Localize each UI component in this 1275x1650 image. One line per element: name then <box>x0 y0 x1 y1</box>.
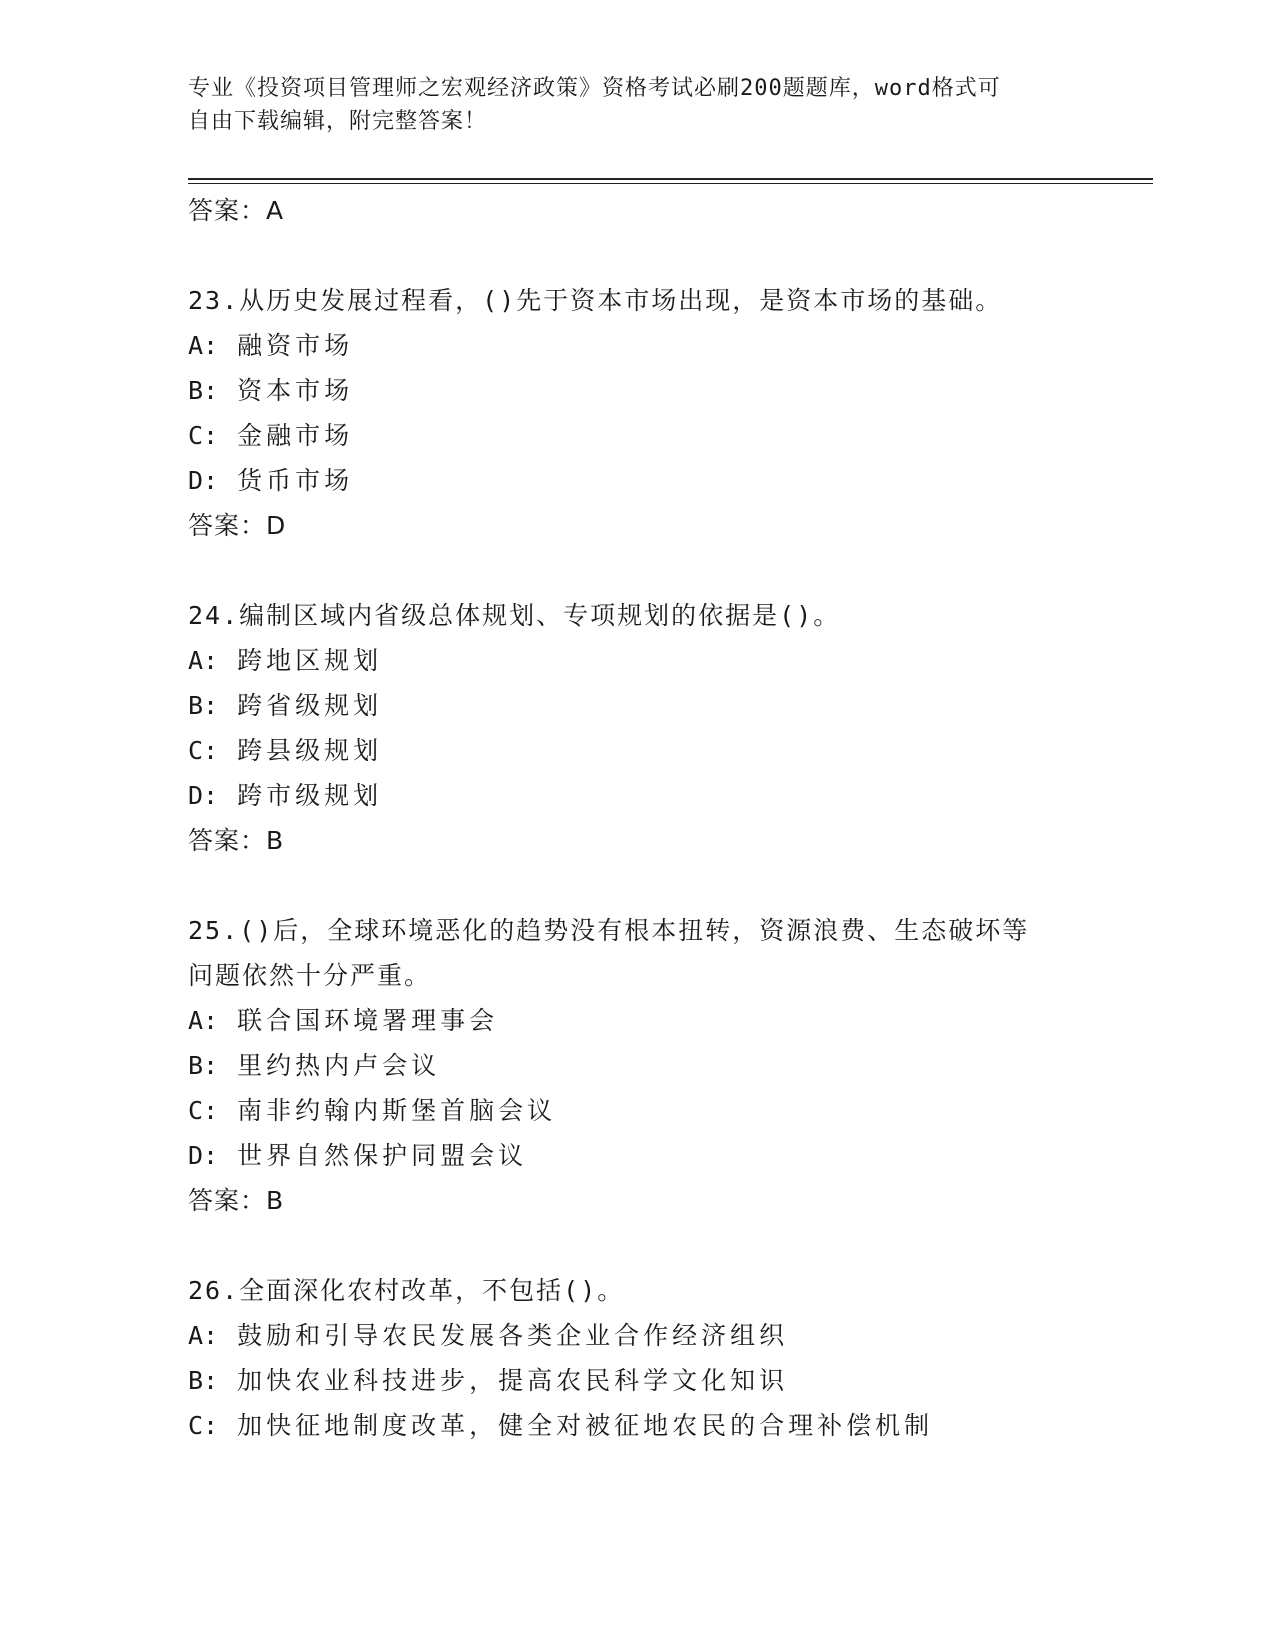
header-title-line-2: 自由下载编辑，附完整答案！ <box>188 109 488 134</box>
question-24 <box>188 593 1088 864</box>
option-b <box>188 1358 1088 1403</box>
answer-q22: 答案：A <box>188 196 285 225</box>
option-b <box>188 1043 1088 1088</box>
option-text: 联合国环境署理事会 <box>237 1006 499 1035</box>
option-a <box>188 1313 1088 1358</box>
option-letter: B: <box>188 376 219 405</box>
option-text: 加快征地制度改革，健全对被征地农民的合理补偿机制 <box>237 1411 934 1440</box>
question-text: 24.编制区域内省级总体规划、专项规划的依据是()。 <box>188 601 841 630</box>
option-letter: A: <box>188 1006 219 1035</box>
option-d <box>188 773 1088 818</box>
option-letter: D: <box>188 466 219 495</box>
option-b <box>188 683 1088 728</box>
question-23 <box>188 278 1088 549</box>
answer-q25: 答案：B <box>188 1186 285 1215</box>
option-b <box>188 368 1088 413</box>
option-a <box>188 998 1088 1043</box>
option-d <box>188 1133 1088 1178</box>
question-list <box>188 188 1088 1448</box>
question-text-line-1: 25.()后，全球环境恶化的趋势没有根本扭转，资源浪费、生态破坏等 <box>188 916 1030 945</box>
option-text: 鼓励和引导农民发展各类企业合作经济组织 <box>237 1321 789 1350</box>
option-text: 加快农业科技进步，提高农民科学文化知识 <box>237 1366 789 1395</box>
header-divider-thick <box>188 178 1153 180</box>
option-text: 里约热内卢会议 <box>237 1051 441 1080</box>
option-c <box>188 728 1088 773</box>
option-a <box>188 323 1088 368</box>
option-letter: B: <box>188 1051 219 1080</box>
option-letter: A: <box>188 646 219 675</box>
question-text: 23.从历史发展过程看，()先于资本市场出现，是资本市场的基础。 <box>188 286 1003 315</box>
header-divider-thin <box>188 183 1153 184</box>
option-text: 跨省级规划 <box>237 691 383 720</box>
option-text: 跨地区规划 <box>237 646 383 675</box>
option-a <box>188 638 1088 683</box>
answer-q23: 答案：D <box>188 511 287 540</box>
option-letter: B: <box>188 691 219 720</box>
option-letter: C: <box>188 421 219 450</box>
option-letter: D: <box>188 1141 219 1170</box>
option-letter: D: <box>188 781 219 810</box>
option-text: 跨市级规划 <box>237 781 383 810</box>
option-text: 货币市场 <box>237 466 354 495</box>
option-c <box>188 1088 1088 1133</box>
question-25 <box>188 908 1088 1224</box>
question-text: 26.全面深化农村改革，不包括()。 <box>188 1276 625 1305</box>
option-c <box>188 413 1088 458</box>
option-d <box>188 458 1088 503</box>
document-header <box>188 72 1068 138</box>
question-26 <box>188 1268 1088 1448</box>
option-letter: B: <box>188 1366 219 1395</box>
option-text: 跨县级规划 <box>237 736 383 765</box>
option-letter: C: <box>188 736 219 765</box>
option-letter: C: <box>188 1096 219 1125</box>
option-c <box>188 1403 1088 1448</box>
option-text: 世界自然保护同盟会议 <box>237 1141 528 1170</box>
option-text: 资本市场 <box>237 376 354 405</box>
option-letter: A: <box>188 1321 219 1350</box>
question-text-line-2: 问题依然十分严重。 <box>188 961 432 990</box>
option-text: 金融市场 <box>237 421 354 450</box>
option-letter: A: <box>188 331 219 360</box>
option-letter: C: <box>188 1411 219 1440</box>
option-text: 南非约翰内斯堡首脑会议 <box>237 1096 557 1125</box>
answer-q24: 答案：B <box>188 826 285 855</box>
header-title-line-1: 专业《投资项目管理师之宏观经济政策》资格考试必刷200题题库，word格式可 <box>188 76 1001 101</box>
option-text: 融资市场 <box>237 331 354 360</box>
